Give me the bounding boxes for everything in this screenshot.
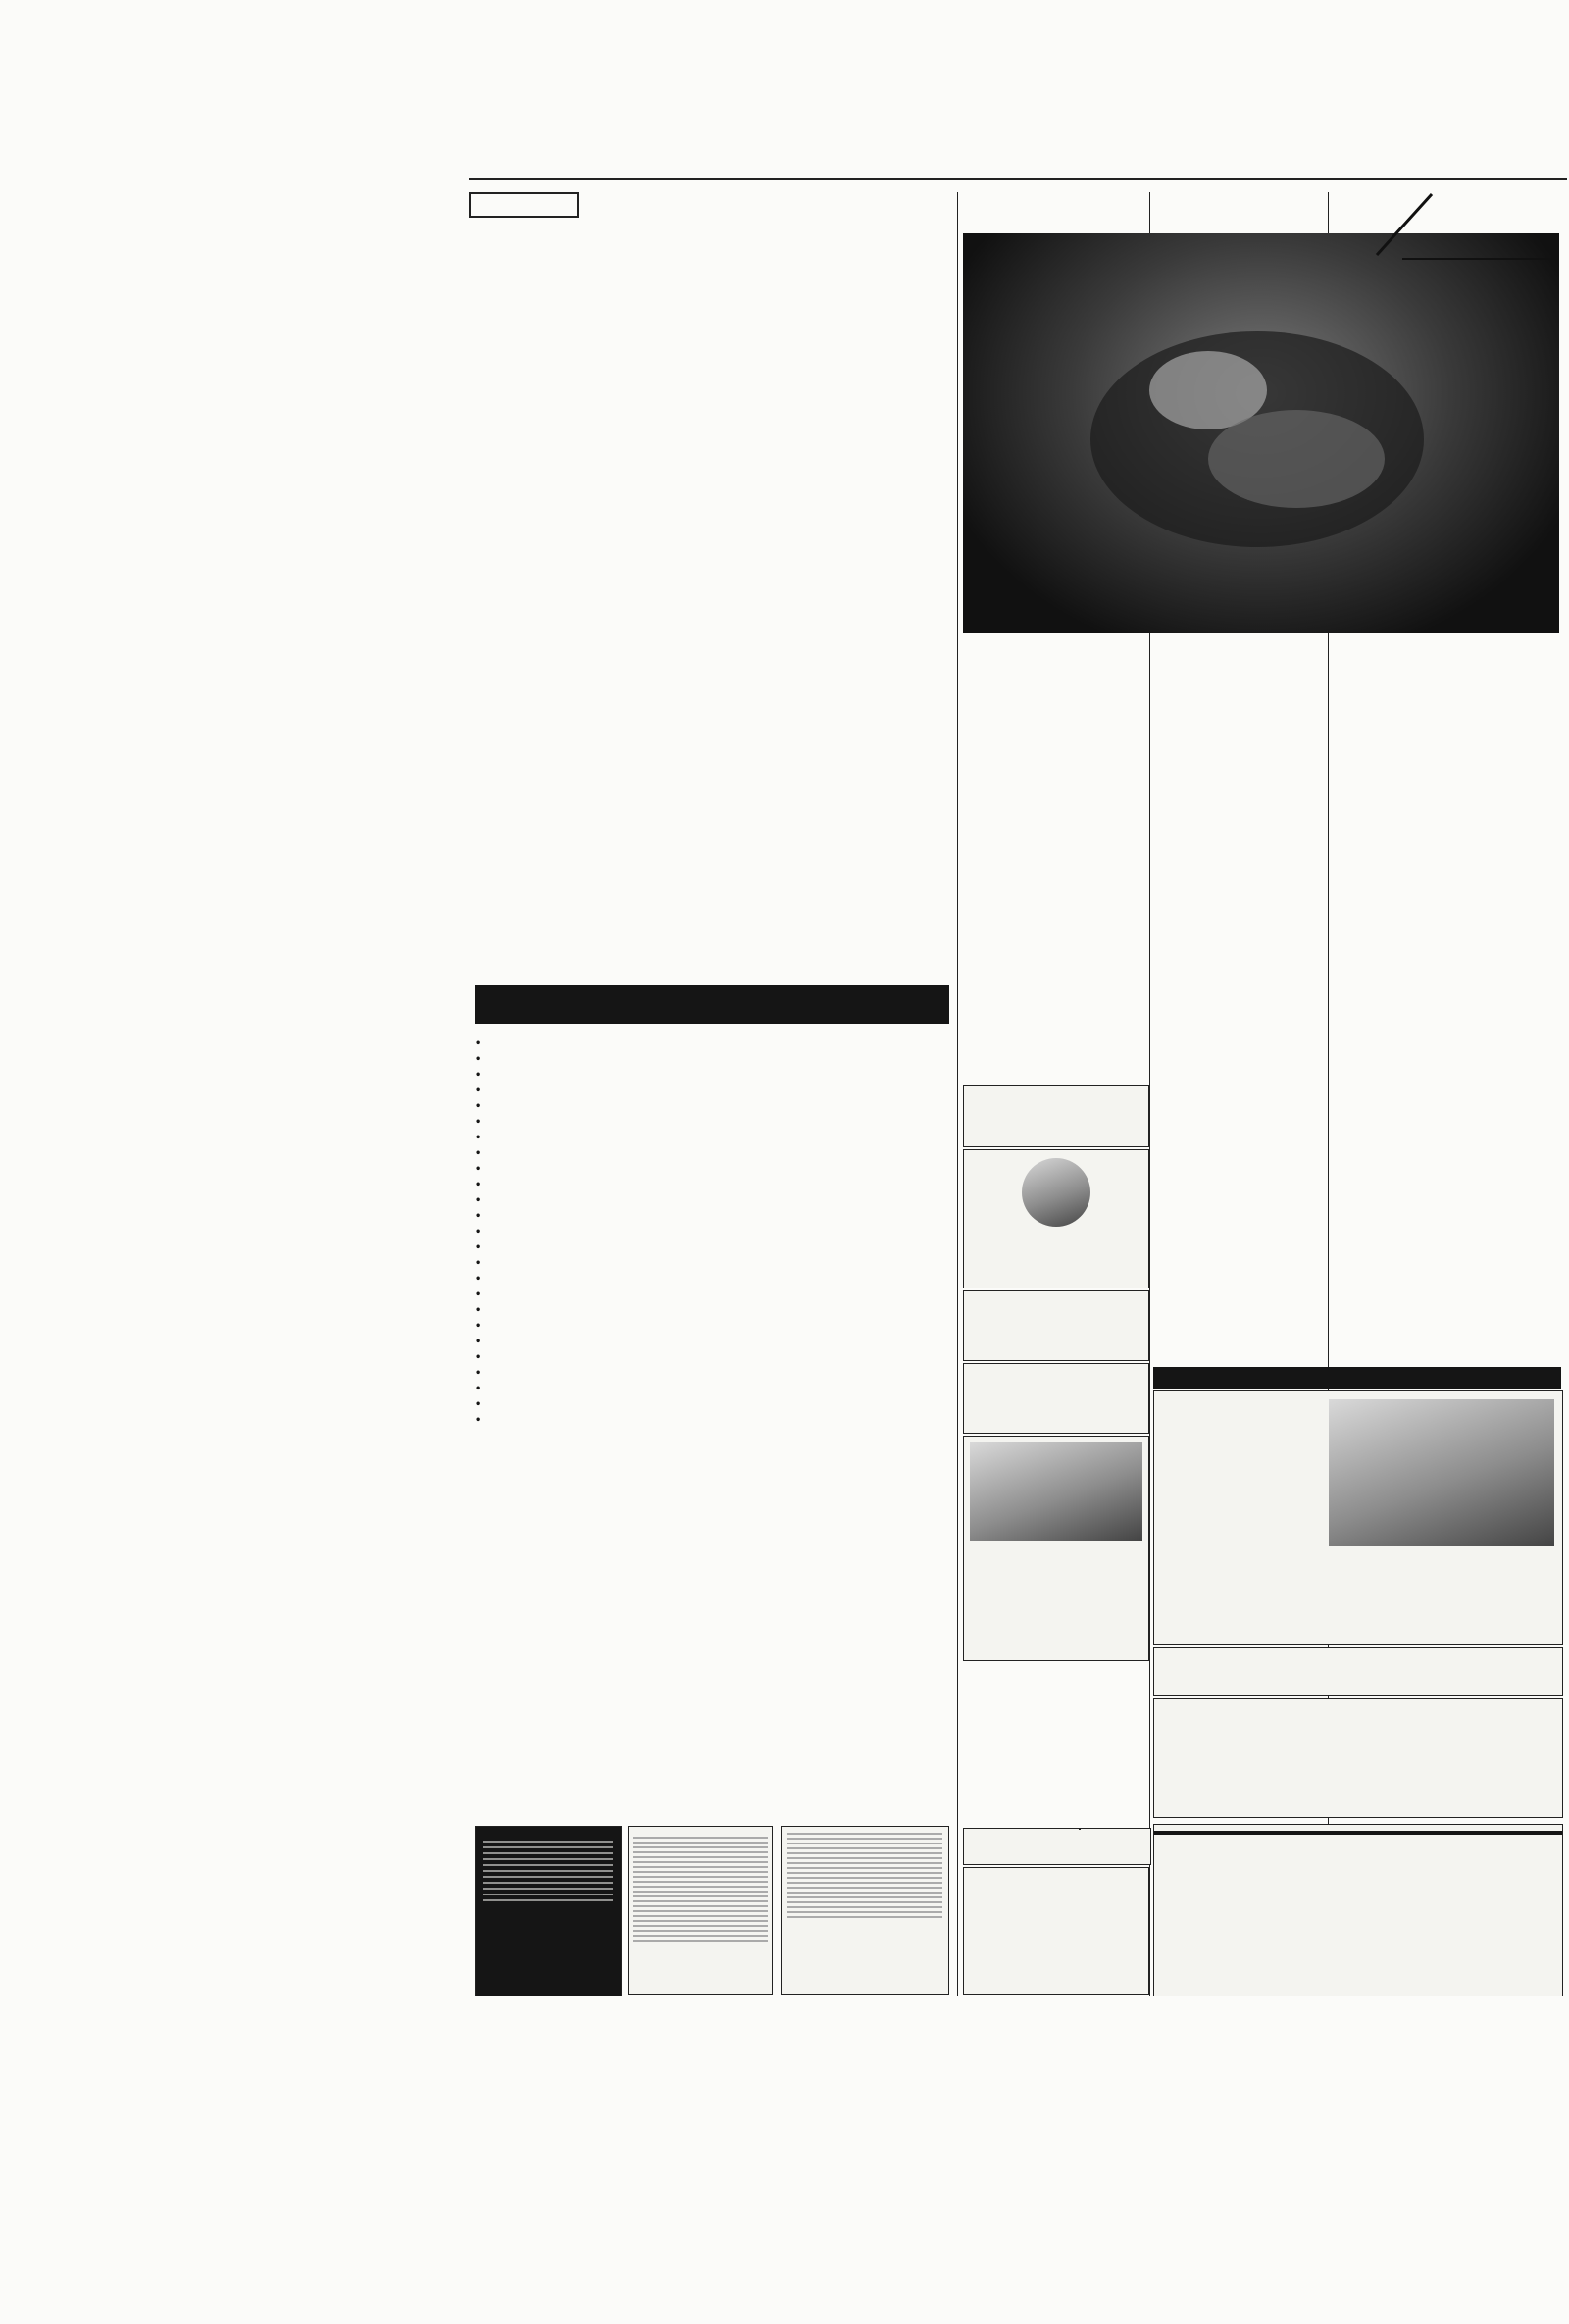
- ad-tolmiri: [963, 1363, 1149, 1434]
- ad-namalis: [781, 1826, 949, 1995]
- olas-masthead: [1373, 186, 1559, 265]
- ad-furniture-text: [633, 1837, 768, 1945]
- listing-item: [475, 1163, 949, 1176]
- listings-banner: [475, 985, 949, 1024]
- prince-text: [963, 828, 1145, 1073]
- listing-item: [475, 1085, 949, 1097]
- ad-parthena-photo: [970, 1442, 1142, 1541]
- listings-list: [475, 1037, 949, 1812]
- ad-aliki-photo: [1329, 1399, 1554, 1546]
- listing-item: [475, 1367, 949, 1380]
- listing-item: [475, 1257, 949, 1270]
- listing-item: [475, 1288, 949, 1301]
- listing-item: [475, 1414, 949, 1427]
- ad-pallas: [963, 1085, 1149, 1147]
- top-rule: [469, 178, 1567, 180]
- ad-cinema-bar: [1153, 1367, 1561, 1389]
- listing-item: [475, 1304, 949, 1317]
- listing-item: [475, 1037, 949, 1050]
- listing-item: [475, 1320, 949, 1333]
- ad-diplopennies: [1153, 1698, 1563, 1818]
- column-rule: [957, 192, 958, 1996]
- ad-vittorio: [963, 1149, 1149, 1288]
- ad-namalis-text: [787, 1833, 942, 1921]
- listing-item: [475, 1179, 949, 1191]
- listing-item: [475, 1336, 949, 1348]
- ad-parthena: [963, 1436, 1149, 1661]
- spacer: [1079, 1828, 1081, 1830]
- ad-scholai-left-text: [483, 1837, 613, 1901]
- listing-item: [475, 1351, 949, 1364]
- listing-item: [475, 1398, 949, 1411]
- ad-miouzikal: [1162, 1399, 1329, 1546]
- theatre-article: [471, 310, 953, 967]
- listing-item: [475, 1132, 949, 1144]
- ad-scholai-left: [475, 1826, 622, 1996]
- ad-ethnikos: [963, 1867, 1149, 1995]
- olas-left-column: [1165, 277, 1322, 1365]
- listing-item: [475, 1210, 949, 1223]
- ad-aliki: [1153, 1390, 1563, 1645]
- listing-item: [475, 1147, 949, 1160]
- olas-logo-icon: [1373, 186, 1559, 265]
- ad-tentes: [1153, 1824, 1563, 1996]
- listing-item: [475, 1241, 949, 1254]
- ad-skalenakis: [1153, 1647, 1563, 1696]
- listing-item: [475, 1383, 949, 1395]
- listing-item: [475, 1053, 949, 1066]
- listing-item: [475, 1116, 949, 1129]
- ad-kathe-kyriaki: [963, 1828, 1151, 1865]
- ad-furniture: [628, 1826, 773, 1995]
- listing-item: [475, 1100, 949, 1113]
- ad-electrotherm: [1154, 1831, 1562, 1835]
- listing-item: [475, 1273, 949, 1286]
- listing-item: [475, 1194, 949, 1207]
- listing-item: [475, 1069, 949, 1082]
- mid-column: [1332, 902, 1561, 1363]
- ad-wilma: [963, 1290, 1149, 1361]
- listing-item: [475, 1226, 949, 1238]
- olas-right-column: [1334, 277, 1561, 865]
- theatre-section-label: [469, 192, 579, 218]
- ad-vittorio-photo: [1022, 1158, 1090, 1227]
